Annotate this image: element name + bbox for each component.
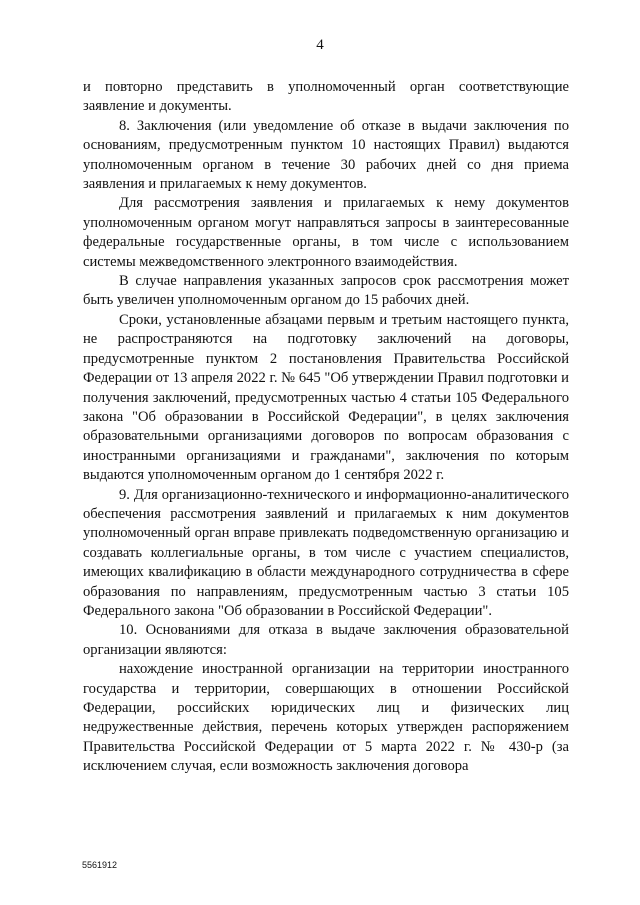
paragraph-item-10: 10. Основаниями для отказа в выдаче заключения образовательной организации являются: <box>83 622 569 658</box>
document-id: 5561912 <box>82 860 118 870</box>
paragraph-continuation: и повторно представить в уполномоченный орган соответствующие заявление и документы. <box>83 79 569 115</box>
paragraph-deadlines: Сроки, установленные абзацами первым и третьим настоящего пункта, не распространяются на подготовку заключений на договоры, предусмотренные пунктом 2 постановления Правительства Российской Федерации от 13 апреля 2022 г. № 645 "Об утверждении Правил подготовки и получения заключений, предусмотренных частью 4 статьи 105 Федерального закона "Об образовании в Российской Федерации", в целях заключения образовательными организациями договоров по вопросам образования с иностранными организациями и гражданами", заключения по которым выдаются уполномоченным органом до 1 сентября 2022 г. <box>83 311 569 484</box>
paragraph-term-extension: В случае направления указанных запросов срок рассмотрения может быть увеличен уполномоченным органом до 15 рабочих дней. <box>83 273 569 309</box>
page-number: 4 <box>316 37 324 53</box>
paragraph-item-9: 9. Для организационно-технического и информационно-аналитического обеспечения рассмотрения заявлений и прилагаемых к ним документов уполномоченный орган вправе привлекать подведомственную организацию и создавать коллегиальные органы, в том числе с участием специалистов, имеющих квалификацию в области международного сотрудничества в сфере образования по направлениям, предусмотренным частью 3 статьи 105 Федерального закона "Об образовании в Российской Федерации". <box>83 486 569 619</box>
paragraph-item-8: 8. Заключения (или уведомление об отказе в выдачи заключения по основаниям, предусмотренным пунктом 10 настоящих Правил) выдаются уполномоченным органом в течение 30 рабочих дней со дня приема заявления и прилагаемых к нему документов. <box>83 117 569 193</box>
document-body <box>83 78 569 777</box>
paragraph-requests: Для рассмотрения заявления и прилагаемых к нему документов уполномоченным органом могут направляться запросы в заинтересованные федеральные государственные органы, в том числе с использованием системы межведомственного электронного взаимодействия. <box>83 195 569 270</box>
paragraph-refusal-ground: нахождение иностранной организации на территории иностранного государства и территории, совершающих в отношении Российской Федерации, российских юридических лиц и физических лиц недружественные действия, перечень которых утвержден распоряжением Правительства Российской Федерации от 5 марта 2022 г. № 430-р (за исключением случая, если возможность заключения договора <box>83 661 569 775</box>
